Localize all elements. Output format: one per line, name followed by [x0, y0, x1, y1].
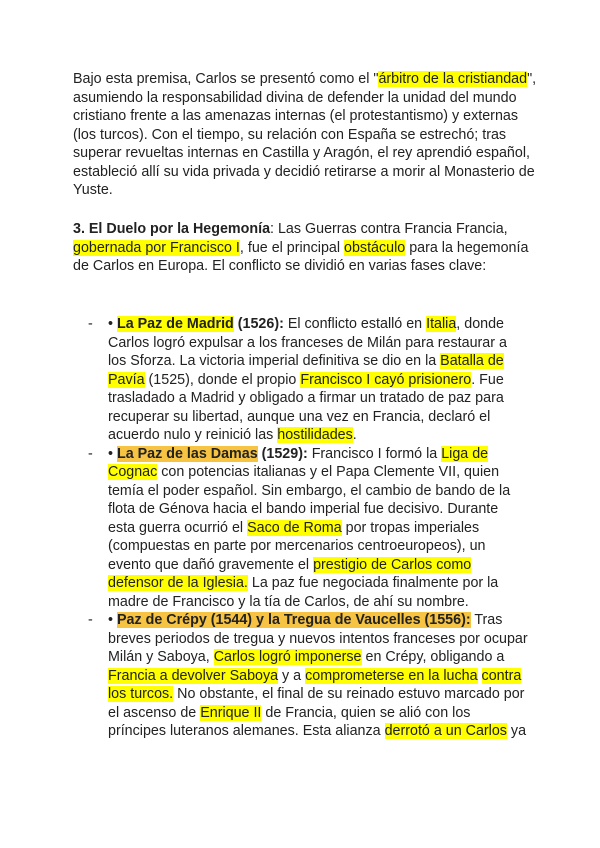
- section-paragraph: [73, 220, 543, 276]
- phases-list: [0, 315, 600, 741]
- highlight: Saco de Roma: [247, 519, 342, 536]
- item-text: [478, 668, 482, 684]
- highlight: hostilidades: [277, 427, 353, 443]
- item-year: (1529):: [257, 445, 308, 462]
- list-dash: -: [88, 445, 93, 462]
- item-text: en Crépy, obligando a: [361, 649, 505, 665]
- section-text: para la hegemonía de Carlos en Europa. El conflicto se dividió en varias fases clave:: [73, 239, 529, 274]
- item-text: El conflicto estalló en: [283, 316, 427, 332]
- item-text: . Fue trasladado a Madrid y obligado a firmar un tratado de paz para recuperar su libertad, aunque una vez en Francia, declaró el acuerdo nulo y reinició las: [108, 371, 504, 443]
- item-text: con potencias italianas y el Papa Clemente VII, quien temía el poder español. Sin embargo, el cambio de bando de la flota de Génova hacia el bando imperial fue decisivo. Durante esta guerra ocurrió el: [108, 464, 511, 536]
- item-year: (1526):: [233, 316, 284, 332]
- bullet: •: [108, 316, 117, 332]
- list-item: [0, 445, 600, 612]
- item-text: No obstante, el final de su reinado estuvo marcado por el ascenso de: [108, 686, 525, 721]
- list-item: [0, 611, 600, 741]
- item-title: Paz de Crépy (1544) y la Tregua de Vaucelles (1556):: [116, 612, 471, 628]
- item-text: ya: [506, 723, 527, 739]
- item-text: Francisco I formó la: [307, 445, 442, 462]
- highlight: gobernada por Francisco I: [73, 239, 240, 256]
- list-dash: -: [88, 612, 93, 628]
- item-text: .: [352, 427, 357, 443]
- highlight: Francisco I cayó prisionero: [300, 371, 472, 388]
- highlight: comprometerse en la lucha: [305, 667, 478, 684]
- section-text: , fue el principal: [239, 239, 345, 256]
- item-text: por tropas imperiales (compuestas en parte por mercenarios centroeuropeos), un evento que dañó gravemente el: [108, 519, 486, 573]
- item-text: La paz fue negociada finalmente por la madre de Francisco y la tía de Carlos, de ahí su nombre.: [108, 575, 499, 610]
- list-item: [0, 315, 600, 445]
- highlight: contra los turcos.: [108, 667, 522, 702]
- highlight: derrotó a un Carlos: [384, 723, 507, 739]
- intro-text: ", asumiendo la responsabilidad divina de defender la unidad del mundo cristiano frente a las amenazas internas (el protestantismo) y externas (los turcos). Con el tiempo, su relación con España se estrechó; tras superar revueltas internas en Castilla y Aragón, el rey aprendió español, estableció allí su vida privada y decidió retirarse a morir al Monasterio de Yuste.: [73, 71, 537, 198]
- item-title: La Paz de las Damas: [116, 445, 258, 462]
- item-text: (1525), donde el propio: [144, 371, 301, 388]
- bullet: •: [108, 612, 117, 628]
- item-title: La Paz de Madrid: [116, 316, 234, 332]
- section-text: : Las Guerras contra Francia Francia,: [270, 221, 508, 237]
- highlight: Batalla de Pavía: [108, 353, 504, 388]
- highlight: Francia a devolver Saboya: [108, 667, 279, 684]
- section-heading: 3. El Duelo por la Hegemonía: [73, 221, 271, 237]
- intro-text: Bajo esta premisa, Carlos se presentó como el ": [73, 71, 379, 87]
- highlight: Liga de Cognac: [108, 445, 489, 480]
- highlight: Carlos logró imponerse: [213, 649, 362, 665]
- list-dash: -: [88, 316, 93, 332]
- highlight: prestigio de Carlos como defensor de la Iglesia.: [108, 556, 472, 591]
- bullet: •: [108, 445, 117, 462]
- item-text: , donde Carlos logró expulsar a los franceses de Milán para restaurar a los Sforza. La victoria imperial definitiva se dio en la: [108, 316, 507, 369]
- highlight: Italia: [426, 316, 457, 332]
- highlight: árbitro de la cristiandad: [378, 71, 528, 87]
- highlight: obstáculo: [344, 239, 406, 256]
- highlight: Enrique II: [200, 704, 262, 721]
- item-text: de Francia, quien se alió con los príncipes luteranos alemanes. Esta alianza: [108, 704, 471, 739]
- item-text: Tras breves periodos de tregua y nuevos intentos franceses por ocupar Milán y Saboya,: [108, 612, 528, 665]
- intro-paragraph: [73, 70, 543, 200]
- item-text: y a: [278, 667, 306, 684]
